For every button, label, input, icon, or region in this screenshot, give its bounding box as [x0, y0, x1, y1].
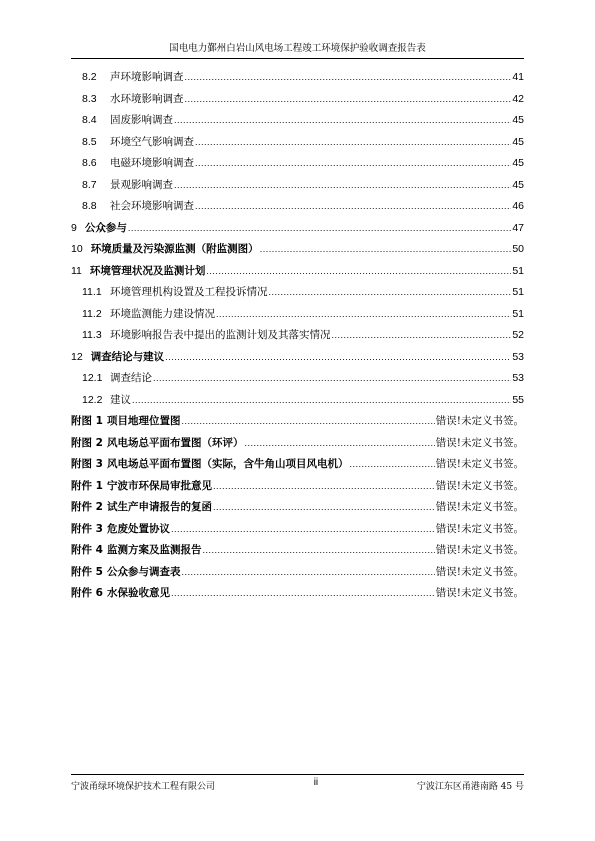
toc-entry-title: 试生产申请报告的复函 — [106, 501, 212, 513]
toc-dot-leader — [171, 524, 435, 534]
toc-entry-page: 错误!未定义书签。 — [435, 544, 524, 556]
toc-entry-page: 错误!未定义书签。 — [435, 565, 524, 578]
toc-entry-title: 风电场总平面布置图（实际，含牛角山项目风电机） — [106, 458, 349, 470]
toc-entry-number: 8.8 — [82, 200, 97, 212]
toc-entry-title: 环境管理状况及监测计划 — [89, 264, 206, 277]
toc-entry[interactable] — [71, 155, 524, 177]
toc-entry-title: 项目地理位置图 — [106, 415, 181, 427]
toc-entry-page: 错误!未定义书签。 — [435, 587, 524, 599]
toc-entry-page: 错误!未定义书签。 — [435, 501, 524, 513]
toc-entry-page: 51 — [512, 264, 524, 277]
toc-entry[interactable] — [71, 327, 524, 349]
toc-dot-leader — [165, 352, 511, 362]
toc-dot-leader — [244, 438, 434, 448]
toc-entry-number: 附件 6 — [71, 587, 103, 599]
toc-dot-leader — [195, 201, 511, 211]
toc-dot-leader — [185, 94, 512, 104]
toc-entry-title: 环境空气影响调查 — [110, 135, 194, 148]
toc-entry[interactable] — [71, 198, 524, 220]
toc-entry-number: 12 — [71, 350, 83, 363]
toc-entry-number: 8.2 — [82, 71, 97, 83]
toc-entry-title: 建议 — [110, 393, 131, 406]
toc-entry-page: 错误!未定义书签。 — [435, 415, 524, 427]
toc-dot-leader — [181, 567, 434, 577]
toc-entry-page: 51 — [512, 286, 524, 298]
header-title: 国电电力鄞州白岩山风电场工程竣工环境保护验收调查报告表 — [169, 43, 426, 54]
toc-entry-title: 电磁环境影响调查 — [110, 157, 194, 169]
toc-entry-number: 11.3 — [82, 329, 102, 341]
toc-entry-number: 11.1 — [82, 286, 102, 298]
toc-entry[interactable] — [71, 349, 524, 371]
page-header — [71, 40, 524, 59]
toc-entry-page: 41 — [512, 71, 524, 83]
toc-entry[interactable] — [71, 284, 524, 306]
toc-entry[interactable] — [71, 241, 524, 263]
toc-entry-number: 附件 5 — [71, 565, 103, 578]
toc-entry-title: 水保验收意见 — [106, 587, 170, 599]
toc-entry-page: 42 — [512, 92, 524, 105]
toc-dot-leader — [213, 481, 435, 491]
toc-entry[interactable] — [71, 478, 524, 500]
toc-entry-number: 附件 2 — [71, 501, 103, 513]
toc-entry-page: 53 — [512, 372, 524, 384]
toc-dot-leader — [349, 459, 434, 469]
toc-entry[interactable] — [71, 69, 524, 91]
toc-entry-title: 公众参与调查表 — [106, 565, 181, 578]
footer-company: 宁波甬绿环境保护技术工程有限公司 — [71, 782, 216, 792]
toc-entry-page: 45 — [512, 135, 524, 148]
toc-dot-leader — [181, 416, 434, 426]
toc-entry-number: 11 — [71, 264, 82, 277]
toc-dot-leader — [174, 180, 511, 190]
toc-entry-title: 水环境影响调查 — [110, 92, 184, 105]
toc-entry-number: 8.5 — [82, 135, 97, 148]
toc-entry-title: 声环境影响调查 — [110, 71, 184, 83]
toc-entry-page: 55 — [512, 393, 524, 406]
toc-entry-title: 固废影响调查 — [110, 114, 173, 126]
toc-entry-page: 50 — [512, 243, 524, 255]
toc-entry[interactable] — [71, 392, 524, 414]
toc-entry-page: 53 — [512, 350, 524, 363]
toc-entry-title: 景观影响调查 — [110, 178, 173, 191]
toc-entry-title: 调查结论与建议 — [90, 350, 165, 363]
toc-entry-number: 附图 2 — [71, 436, 103, 449]
toc-dot-leader — [195, 158, 511, 168]
toc-entry-number: 附图 1 — [71, 415, 103, 427]
toc-entry[interactable] — [71, 91, 524, 113]
toc-dot-leader — [153, 373, 511, 383]
toc-entry[interactable] — [71, 263, 524, 285]
toc-entry-number: 12.1 — [82, 372, 103, 384]
toc-entry-number: 附件 1 — [71, 479, 103, 492]
toc-dot-leader — [128, 223, 511, 233]
toc-entry-title: 风电场总平面布置图（环评） — [106, 436, 244, 449]
toc-dot-leader — [171, 588, 435, 598]
toc-entry-title: 环境监测能力建设情况 — [110, 307, 215, 320]
toc-entry-title: 危废处置协议 — [106, 522, 170, 535]
toc-entry[interactable] — [71, 585, 524, 607]
toc-dot-leader — [185, 72, 512, 82]
toc-entry-number: 8.4 — [82, 114, 97, 126]
toc-entry-title: 宁波市环保局审批意见 — [106, 479, 212, 492]
toc-entry[interactable] — [71, 413, 524, 435]
toc-entry-title: 监测方案及监测报告 — [106, 544, 202, 556]
toc-entry-number: 12.2 — [82, 393, 103, 406]
toc-entry[interactable] — [71, 220, 524, 242]
toc-dot-leader — [332, 330, 512, 340]
toc-entry[interactable] — [71, 134, 524, 156]
toc-dot-leader — [206, 266, 511, 276]
toc-entry-number: 附件 4 — [71, 544, 103, 556]
page-footer — [71, 774, 524, 792]
toc-entry-title: 环境影响报告表中提出的监测计划及其落实情况 — [110, 329, 331, 341]
table-of-contents — [71, 69, 524, 607]
toc-entry-number: 9 — [71, 221, 77, 234]
toc-dot-leader — [195, 137, 511, 147]
toc-dot-leader — [202, 545, 434, 555]
toc-entry[interactable] — [71, 456, 524, 478]
toc-dot-leader — [174, 115, 511, 125]
toc-entry-number: 11.2 — [82, 307, 102, 320]
toc-dot-leader — [213, 502, 435, 512]
toc-dot-leader — [269, 287, 512, 297]
toc-entry-number: 附图 3 — [71, 458, 103, 470]
toc-entry-title: 环境质量及污染源监测（附监测图） — [90, 243, 259, 255]
toc-entry[interactable] — [71, 499, 524, 521]
toc-entry-title: 环境管理机构设置及工程投诉情况 — [110, 286, 268, 298]
toc-entry[interactable] — [71, 521, 524, 543]
toc-entry[interactable] — [71, 370, 524, 392]
toc-entry-page: 46 — [512, 200, 524, 212]
toc-dot-leader — [132, 395, 511, 405]
toc-entry-page: 45 — [512, 178, 524, 191]
toc-entry-number: 8.3 — [82, 92, 97, 105]
toc-entry-title: 社会环境影响调查 — [110, 200, 194, 212]
toc-entry-title: 调查结论 — [110, 372, 152, 384]
toc-entry-page: 52 — [512, 329, 524, 341]
toc-entry-page: 51 — [512, 307, 524, 320]
toc-entry[interactable] — [71, 564, 524, 586]
toc-entry[interactable] — [71, 306, 524, 328]
footer-address: 宁波江东区甬港南路 45 号 — [416, 782, 524, 792]
toc-entry-title: 公众参与 — [84, 221, 127, 234]
toc-entry[interactable] — [71, 112, 524, 134]
toc-entry[interactable] — [71, 542, 524, 564]
toc-entry-number: 8.6 — [82, 157, 97, 169]
toc-dot-leader — [216, 309, 511, 319]
page-number: ii — [313, 777, 319, 788]
toc-entry-page: 47 — [512, 221, 524, 234]
toc-entry-page: 错误!未定义书签。 — [435, 436, 524, 449]
toc-dot-leader — [260, 244, 512, 254]
toc-entry[interactable] — [71, 177, 524, 199]
toc-entry-page: 错误!未定义书签。 — [435, 522, 524, 535]
toc-entry[interactable] — [71, 435, 524, 457]
toc-entry-page: 45 — [512, 114, 524, 126]
toc-entry-number: 8.7 — [82, 178, 97, 191]
toc-entry-number: 10 — [71, 243, 83, 255]
toc-entry-page: 错误!未定义书签。 — [435, 458, 524, 470]
toc-entry-page: 45 — [512, 157, 524, 169]
toc-entry-number: 附件 3 — [71, 522, 103, 535]
toc-entry-page: 错误!未定义书签。 — [435, 479, 524, 492]
